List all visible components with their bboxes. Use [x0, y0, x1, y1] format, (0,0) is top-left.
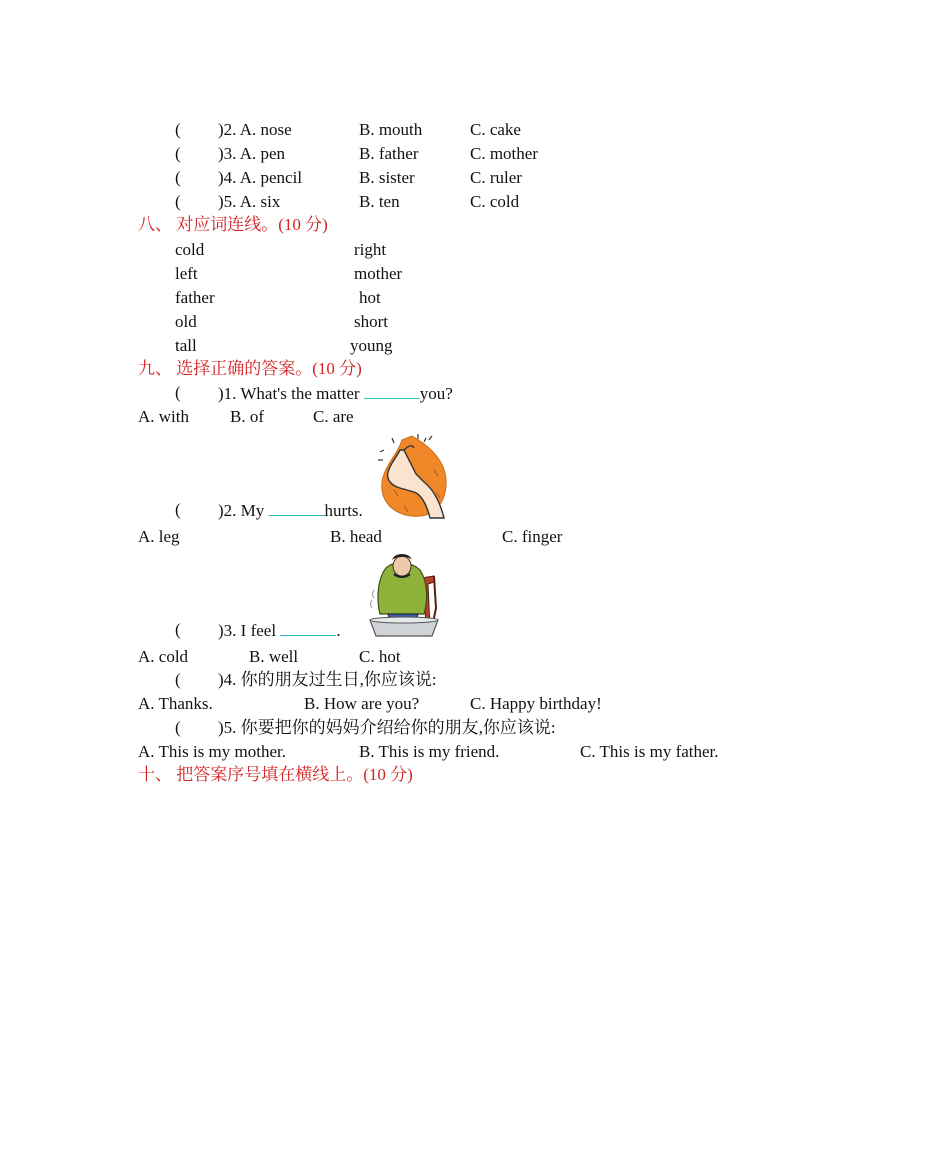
q9-3-option-a: A. cold: [138, 647, 189, 666]
answer-paren: (: [175, 168, 181, 187]
q7-3-option-c: C. mother: [470, 144, 538, 163]
q9-2-option-c: C. finger: [502, 527, 563, 546]
q9-1-option-a: A. with: [138, 407, 189, 426]
q7-2-option-c: C. cake: [470, 120, 521, 139]
match-left-word: father: [175, 288, 215, 307]
cold-man-picture: [364, 548, 442, 638]
match-left-word: tall: [175, 336, 197, 355]
burnt-finger-picture: [374, 430, 450, 520]
q7-4-option-a: )4. A. pencil: [218, 168, 303, 187]
q9-4-option-c: C. Happy birthday!: [470, 694, 602, 713]
q9-2-paren: (: [175, 500, 181, 519]
answer-paren: (: [175, 192, 181, 211]
q9-1-option-b: B. of: [230, 407, 264, 426]
q9-3-paren: (: [175, 620, 181, 639]
match-right-word: hot: [359, 288, 381, 307]
q9-3-stem-pre: )3. I feel: [218, 621, 281, 640]
section-9-title: 九、 选择正确的答案。(10 分): [138, 359, 362, 378]
q9-5-paren: (: [175, 718, 181, 737]
match-left-word: left: [175, 264, 198, 283]
q7-3-option-a: )3. A. pen: [218, 144, 286, 163]
q9-4-stem: )4. 你的朋友过生日,你应该说:: [218, 670, 437, 689]
q9-5-option-a: A. This is my mother.: [138, 742, 286, 761]
q9-2-stem-post: hurts.: [324, 501, 363, 520]
q9-3-option-b: B. well: [249, 647, 299, 666]
q9-5-option-b: B. This is my friend.: [359, 742, 500, 761]
match-left-word: cold: [175, 240, 205, 259]
q7-3-option-b: B. father: [359, 144, 419, 163]
q9-4-paren: (: [175, 670, 181, 689]
q9-2-stem: [218, 499, 363, 522]
q9-3-stem-post: .: [336, 621, 341, 640]
q9-1-stem-pre: )1. What's the matter: [218, 384, 364, 403]
q7-4-option-c: C. ruler: [470, 168, 522, 187]
q9-3-stem: [218, 619, 341, 642]
section-8-title: 八、 对应词连线。(10 分): [138, 215, 328, 234]
q7-2-option-a: )2. A. nose: [218, 120, 292, 139]
q9-2-option-a: A. leg: [138, 527, 180, 546]
q9-5-option-c: C. This is my father.: [580, 742, 719, 761]
match-right-word: young: [350, 336, 393, 355]
q9-1-stem-post: you?: [419, 384, 453, 403]
q9-1-stem: [218, 382, 453, 405]
q9-1-paren: (: [175, 383, 181, 402]
q7-2-option-b: B. mouth: [359, 120, 423, 139]
q7-4-option-b: B. sister: [359, 168, 415, 187]
q7-5-option-a: )5. A. six: [218, 192, 281, 211]
q9-1-option-c: C. are: [313, 407, 354, 426]
q9-5-stem: )5. 你要把你的妈妈介绍给你的朋友,你应该说:: [218, 718, 556, 737]
match-right-word: right: [354, 240, 387, 259]
match-right-word: mother: [354, 264, 403, 283]
q7-5-option-b: B. ten: [359, 192, 400, 211]
answer-paren: (: [175, 120, 181, 139]
q9-3-blank[interactable]: [280, 619, 336, 636]
match-left-word: old: [175, 312, 197, 331]
q9-2-blank[interactable]: [269, 499, 325, 516]
q9-4-option-b: B. How are you?: [304, 694, 420, 713]
q9-4-option-a: A. Thanks.: [138, 694, 213, 713]
answer-paren: (: [175, 144, 181, 163]
q9-2-stem-pre: )2. My: [218, 501, 269, 520]
q9-1-blank[interactable]: [364, 382, 420, 399]
match-right-word: short: [354, 312, 388, 331]
q9-2-option-b: B. head: [330, 527, 382, 546]
q9-3-option-c: C. hot: [359, 647, 401, 666]
section-10-title: 十、 把答案序号填在横线上。(10 分): [138, 765, 413, 784]
q7-5-option-c: C. cold: [470, 192, 520, 211]
